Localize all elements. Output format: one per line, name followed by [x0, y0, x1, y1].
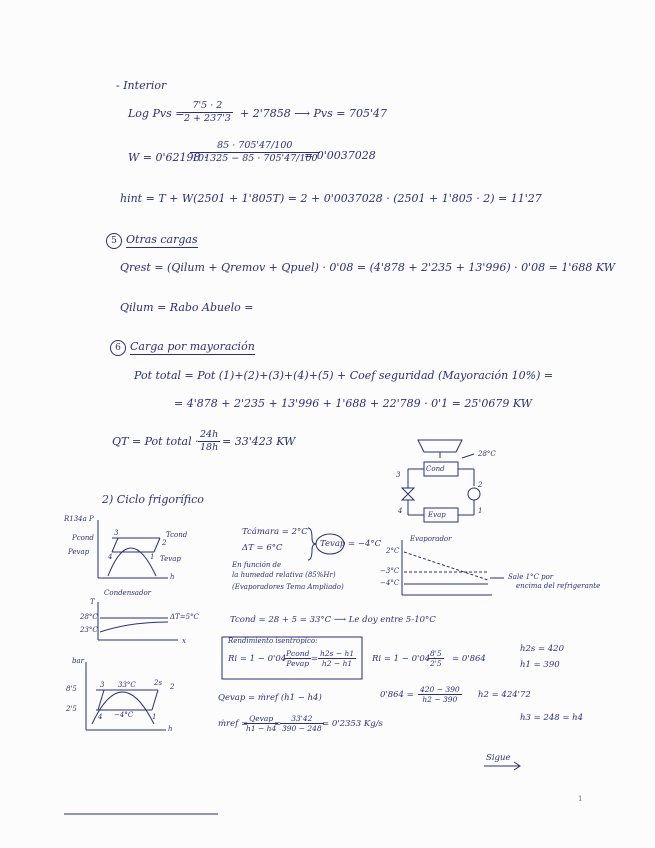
h2-value: h2 = 424'72: [478, 690, 531, 700]
sigue-note: Sigue: [486, 753, 511, 763]
page-number: 1: [578, 795, 583, 803]
w-result: = 0'0037028: [304, 149, 376, 162]
ph-pcond-label: Pcond: [72, 534, 94, 542]
section-6-title: Carga por mayoración: [130, 340, 255, 353]
section-6-number: 6: [110, 340, 126, 356]
delta-t-value: ΔT = 6°C: [242, 543, 283, 553]
ph-point-2: 2: [162, 539, 167, 547]
mref-fraction-2: $\frac{33'42}{390 - 248}$: [282, 714, 322, 734]
en-funcion-note: En función de: [232, 561, 282, 569]
logp-bar-label: bar: [72, 657, 85, 665]
ri-result: = 0'864: [452, 654, 486, 664]
schematic-point-3: 3: [396, 471, 401, 479]
evap-axis-2c: 2°C: [386, 547, 400, 555]
schematic-cond-label: Cond: [426, 465, 445, 473]
logp-point-1: 1: [152, 713, 157, 721]
section-5-number: 5: [106, 233, 122, 249]
tcond-equation: Tcond = 28 + 5 = 33°C ⟶ Le doy entre 5-10°C: [230, 615, 436, 625]
ri-left: Ri = 1 − 0'04 ·: [372, 654, 436, 664]
schematic-28-label: 28°C: [478, 450, 496, 458]
ph-tevap-label: Tevap: [160, 555, 181, 563]
qt-fraction: $\frac{24h}{18h}$: [200, 429, 219, 453]
log-pvs-fraction: $\frac{7'5 \cdot 2}{2 + 237'3}$: [184, 100, 231, 124]
tevap-value: Tevap = −4°C: [320, 539, 382, 549]
schematic-point-2: 2: [478, 481, 483, 489]
qrest-equation: Qrest = (Qilum + Qremov + Qpuel) · 0'08 = (4'878 + 2'235 + 13'996) · 0'08 = 1'688 KW: [120, 261, 615, 274]
condensador-title: Condensador: [104, 589, 152, 597]
logp-m4c: −4°C: [114, 711, 134, 719]
qt-result: = 33'423 KW: [222, 435, 296, 448]
rendimiento-left: Ri = 1 − 0'04 ·: [228, 654, 292, 664]
h2s-value: h2s = 420: [520, 644, 564, 654]
ph-tcond-label: Tcond: [166, 531, 188, 539]
mref-result: = 0'2353 Kg/s: [322, 719, 383, 729]
tcamara-value: Tcámara = 2°C: [242, 527, 308, 537]
logp-25: 2'5: [66, 705, 77, 713]
cond-23c: 23°C: [80, 626, 98, 634]
schematic-point-1: 1: [478, 507, 483, 515]
ri-fraction: $\frac{8'5}{2'5}$: [430, 649, 442, 669]
ph-point-4: 4: [108, 553, 113, 561]
evaporator-graph-title: Evaporador: [410, 535, 452, 543]
sale-note-2: encima del refrigerante: [516, 582, 601, 590]
section-5-title: Otras cargas: [126, 233, 198, 246]
w-fraction: $\frac{85 \cdot 705'47/100}{101325 - 85 \cdot 705'47/100}$: [192, 140, 318, 164]
qilum-equation: Qilum = Rabo Abuelo =: [120, 301, 254, 314]
humedad-note: la humedad relativa (85%Hr): [232, 571, 336, 579]
mref-equals: =: [274, 719, 282, 729]
ph-point-3: 3: [114, 529, 119, 537]
cycle-heading: 2) Ciclo frigorífico: [102, 493, 204, 506]
qevap-equation: Qevap = ṁref (h1 − h4): [218, 693, 322, 703]
logp-point-2s: 2s: [154, 679, 163, 687]
interior-heading: - Interior: [116, 79, 167, 92]
w-label: W = 0'62198 ·: [128, 151, 208, 164]
ph-refrigerant-label: R134a P: [64, 515, 94, 523]
ri2-fraction: $\frac{420 - 390}{h2 - 390}$: [420, 685, 460, 705]
schematic-evap-label: Evap: [428, 511, 446, 519]
ri2-left: 0'864 =: [380, 690, 414, 700]
h1-value: h1 = 390: [520, 660, 560, 670]
ph-point-1: 1: [150, 553, 155, 561]
logp-33c: 33°C: [118, 681, 136, 689]
log-pvs-label: Log Pvs =: [128, 107, 185, 120]
evap-axis-m3c: −3°C: [380, 567, 400, 575]
logp-85: 8'5: [66, 685, 77, 693]
rendimiento-title: Rendimiento isentrópico:: [228, 637, 318, 645]
ptotal-equation-result: = 4'878 + 2'235 + 13'996 + 1'688 + 22'789 · 0'1 = 25'0679 KW: [174, 397, 533, 410]
evap-axis-m4c: −4°C: [380, 579, 400, 587]
cond-28c: 28°C: [80, 613, 98, 621]
ptotal-equation: Pot total = Pot (1)+(2)+(3)+(4)+(5) + Coef seguridad (Mayoración 10%) =: [134, 369, 554, 382]
log-pvs-result: + 2'7858 ⟶ Pvs = 705'47: [240, 107, 387, 120]
logp-point-3: 3: [100, 681, 105, 689]
logp-h-axis: h: [168, 725, 173, 733]
rendimiento-fraction-2: $\frac{h2s - h1}{h2 - h1}$: [320, 649, 355, 669]
rendimiento-equals: =: [311, 654, 319, 664]
mref-fraction-1: Qevap h1 − h4: [246, 714, 277, 734]
rendimiento-fraction-1: Pcond Pevap: [286, 649, 310, 669]
cond-delta-t: ΔT=5°C: [170, 613, 199, 621]
schematic-point-4: 4: [398, 507, 403, 515]
mref-label: ṁref =: [218, 719, 249, 729]
ph-h-axis-label: h: [170, 573, 175, 581]
cond-t-axis: T: [90, 598, 95, 606]
ph-pevap-label: Pevap: [68, 548, 90, 556]
cond-x-axis: x: [182, 637, 186, 645]
expansion-valve-symbol: [402, 488, 414, 500]
fan-symbol: [418, 440, 462, 452]
qt-label: QT = Pot total ·: [112, 435, 199, 448]
evaporadores-note: (Evaporadores Tema Ampliado): [232, 583, 344, 591]
hint-equation: hint = T + W(2501 + 1'805T) = 2 + 0'0037028 · (2501 + 1'805 · 2) = 11'27: [120, 192, 542, 205]
logp-point-4: 4: [98, 713, 103, 721]
sale-note: Sale 1°C por: [508, 573, 554, 581]
compressor-symbol: [468, 488, 480, 500]
h3-value: h3 = 248 = h4: [520, 713, 584, 723]
logp-point-2: 2: [170, 683, 175, 691]
